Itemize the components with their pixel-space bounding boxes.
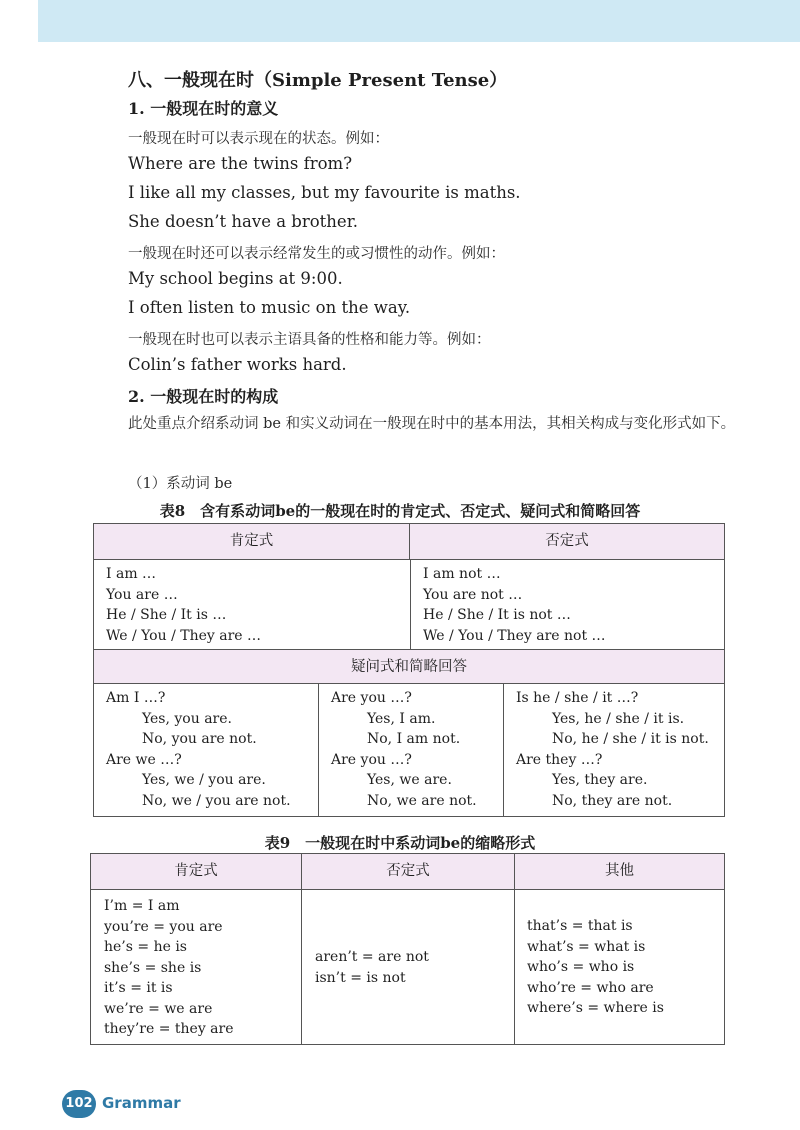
intro-state: 一般现在时可以表示现在的状态。例如：	[128, 131, 389, 147]
intro-habit: 一般现在时还可以表示经常发生的或习惯性的动作。例如：	[128, 246, 505, 262]
section-title: 八、一般现在时（Simple Present Tense）	[128, 70, 508, 91]
table8-header-questions: 疑问式和简略回答	[94, 649, 724, 684]
example-line: I often listen to music on the way.	[128, 298, 411, 317]
table9-header-affirmative: 肯定式	[91, 854, 302, 890]
table9-affirmative-cell: I’m = I am you’re = you are he’s = he is she’s = she is it’s = it is we’re = we are they’re = they are	[104, 898, 234, 1037]
table8-header-negative: 否定式	[410, 524, 724, 560]
example-line: My school begins at 9:00.	[128, 269, 343, 288]
example-line: Colin’s father works hard.	[128, 355, 347, 374]
subheading-meaning: 1. 一般现在时的意义	[128, 99, 279, 118]
table8-question-cell: Am I …? Yes, you are. No, you are not. Are we …? Yes, we / you are. No, we / you are not.	[106, 690, 291, 809]
subheading-structure: 2. 一般现在时的构成	[128, 387, 279, 406]
table8-header-affirmative: 肯定式	[94, 524, 410, 560]
structure-paragraph: 此处重点介绍系动词 be 和实义动词在一般现在时中的基本用法，其相关构成与变化形式如下。	[128, 416, 736, 432]
table9-other-cell: that’s = that is what’s = what is who’s = who is who’re = who are where’s = where is	[527, 918, 664, 1016]
table8-caption: 表8 含有系动词be的一般现在时的肯定式、否定式、疑问式和简略回答	[159, 502, 641, 520]
table8-question-cell: Is he / she / it …? Yes, he / she / it is. No, he / she / it is not. Are they …? Yes, they are. No, they are not.	[516, 690, 709, 809]
footer-label: Grammar	[102, 1094, 181, 1112]
table8	[93, 523, 725, 817]
table9-negative-cell: aren’t = are not isn’t = is not	[315, 949, 429, 986]
table9-caption: 表9 一般现在时中系动词be的缩略形式	[264, 834, 536, 852]
table9-header-negative: 否定式	[302, 854, 515, 890]
page-number-badge: 102	[62, 1090, 96, 1118]
example-line: Where are the twins from?	[128, 154, 353, 173]
table8-question-cell: Are you …? Yes, I am. No, I am not. Are you …? Yes, we are. No, we are not.	[331, 690, 477, 809]
table9-header-other: 其他	[515, 854, 724, 890]
table9	[90, 853, 725, 1045]
subheading-be: （1）系动词 be	[128, 476, 233, 492]
table8-affirmative-cell: I am … You are … He / She / It is … We / You / They are …	[106, 566, 262, 644]
intro-character: 一般现在时也可以表示主语具备的性格和能力等。例如：	[128, 332, 491, 348]
table8-negative-cell: I am not … You are not … He / She / It is not … We / You / They are not …	[423, 566, 606, 644]
example-line: I like all my classes, but my favourite is maths.	[128, 183, 521, 202]
example-line: She doesn’t have a brother.	[128, 212, 359, 231]
